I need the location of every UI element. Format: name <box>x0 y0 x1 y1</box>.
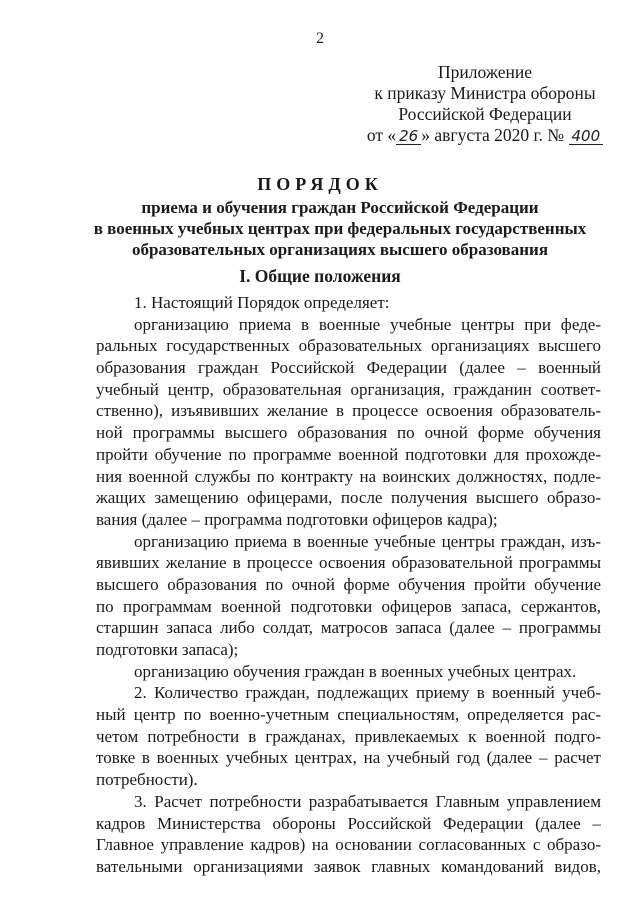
page-number: 2 <box>316 30 324 47</box>
body-line: кадров Министерства обороны Российской Федерации (далее – <box>96 813 601 833</box>
body-line: ный центр по военно-учетным специальностям, определяется рас- <box>96 705 601 725</box>
body-line: организацию приема в военные учебные центры при феде- <box>134 314 601 334</box>
body-line: пройти обучение по программе военной подготовки для прохожде- <box>96 444 601 464</box>
body-text <box>96 292 601 878</box>
handwritten-order-number: 400 <box>569 128 604 145</box>
body-line: явивших желание в процессе освоения образовательной программы <box>96 553 601 573</box>
handwritten-day: 26 <box>396 128 421 145</box>
body-line: ния военной службы по контракту на воинских должностях, подле- <box>96 466 601 486</box>
section-title: I. Общие положения <box>239 266 401 286</box>
subtitle-line-3: образовательных организациях высшего образования <box>131 240 549 259</box>
body-line: ральных государственных образовательных организациях высшего <box>96 336 601 356</box>
body-line: четом потребности в гражданах, привлекаемых к военной подго- <box>96 726 601 746</box>
body-line: 2. Количество граждан, подлежащих приему в военный учеб- <box>134 683 601 703</box>
body-line: по программам военной подготовки офицеров запаса, сержантов, <box>96 596 601 616</box>
body-line: ственно), изъявивших желание в процессе освоения образователь- <box>96 401 601 421</box>
date-prefix: от « <box>366 125 397 145</box>
document-title: ПОРЯДОК <box>257 174 383 194</box>
body-line: подготовки запаса); <box>96 640 239 659</box>
body-line: вания (далее – программа подготовки офицеров кадра); <box>96 509 498 529</box>
subtitle-line-1: приема и обучения граждан Российской Федерации <box>141 198 539 217</box>
body-line: товке в военных учебных центрах, на учебный год (далее – расчет <box>96 748 601 768</box>
appendix-order-ref: к приказу Министра обороны <box>374 83 596 103</box>
body-line: образования граждан Российской Федерации (далее – военный <box>96 358 601 378</box>
date-middle: » августа 2020 г. № <box>421 125 565 145</box>
appendix-block <box>360 62 610 146</box>
appendix-date-line <box>360 125 610 146</box>
body-line: Главное управление кадров) на основании согласованных с образо- <box>96 835 601 855</box>
body-line: жащих замещению офицерами, после получения высшего образо- <box>96 488 601 508</box>
body-line: организацию обучения граждан в военных учебных центрах. <box>134 661 577 681</box>
body-line: потребности). <box>96 770 198 790</box>
body-line: старшин запаса либо солдат, матросов запаса (далее – программы <box>96 618 601 638</box>
appendix-label: Приложение <box>438 62 532 82</box>
body-line: 3. Расчет потребности разрабатывается Главным управлением <box>134 791 601 811</box>
body-line: ной программы высшего образования по очной форме обучения <box>96 423 601 443</box>
body-line: высшего образования по очной форме обучения пройти обучение <box>96 574 601 594</box>
document-subtitle <box>60 197 620 260</box>
body-line: учебный центр, образовательная организация, гражданин соответ- <box>96 379 601 399</box>
body-line: 1. Настоящий Порядок определяет: <box>134 293 390 312</box>
appendix-country: Российской Федерации <box>398 104 572 124</box>
subtitle-line-2: в военных учебных центрах при федеральных государственных <box>93 219 587 238</box>
body-line: вательными организациями заявок главных командований видов, <box>96 856 601 876</box>
body-line: организацию приема в военные учебные центры граждан, изъ- <box>134 531 601 551</box>
